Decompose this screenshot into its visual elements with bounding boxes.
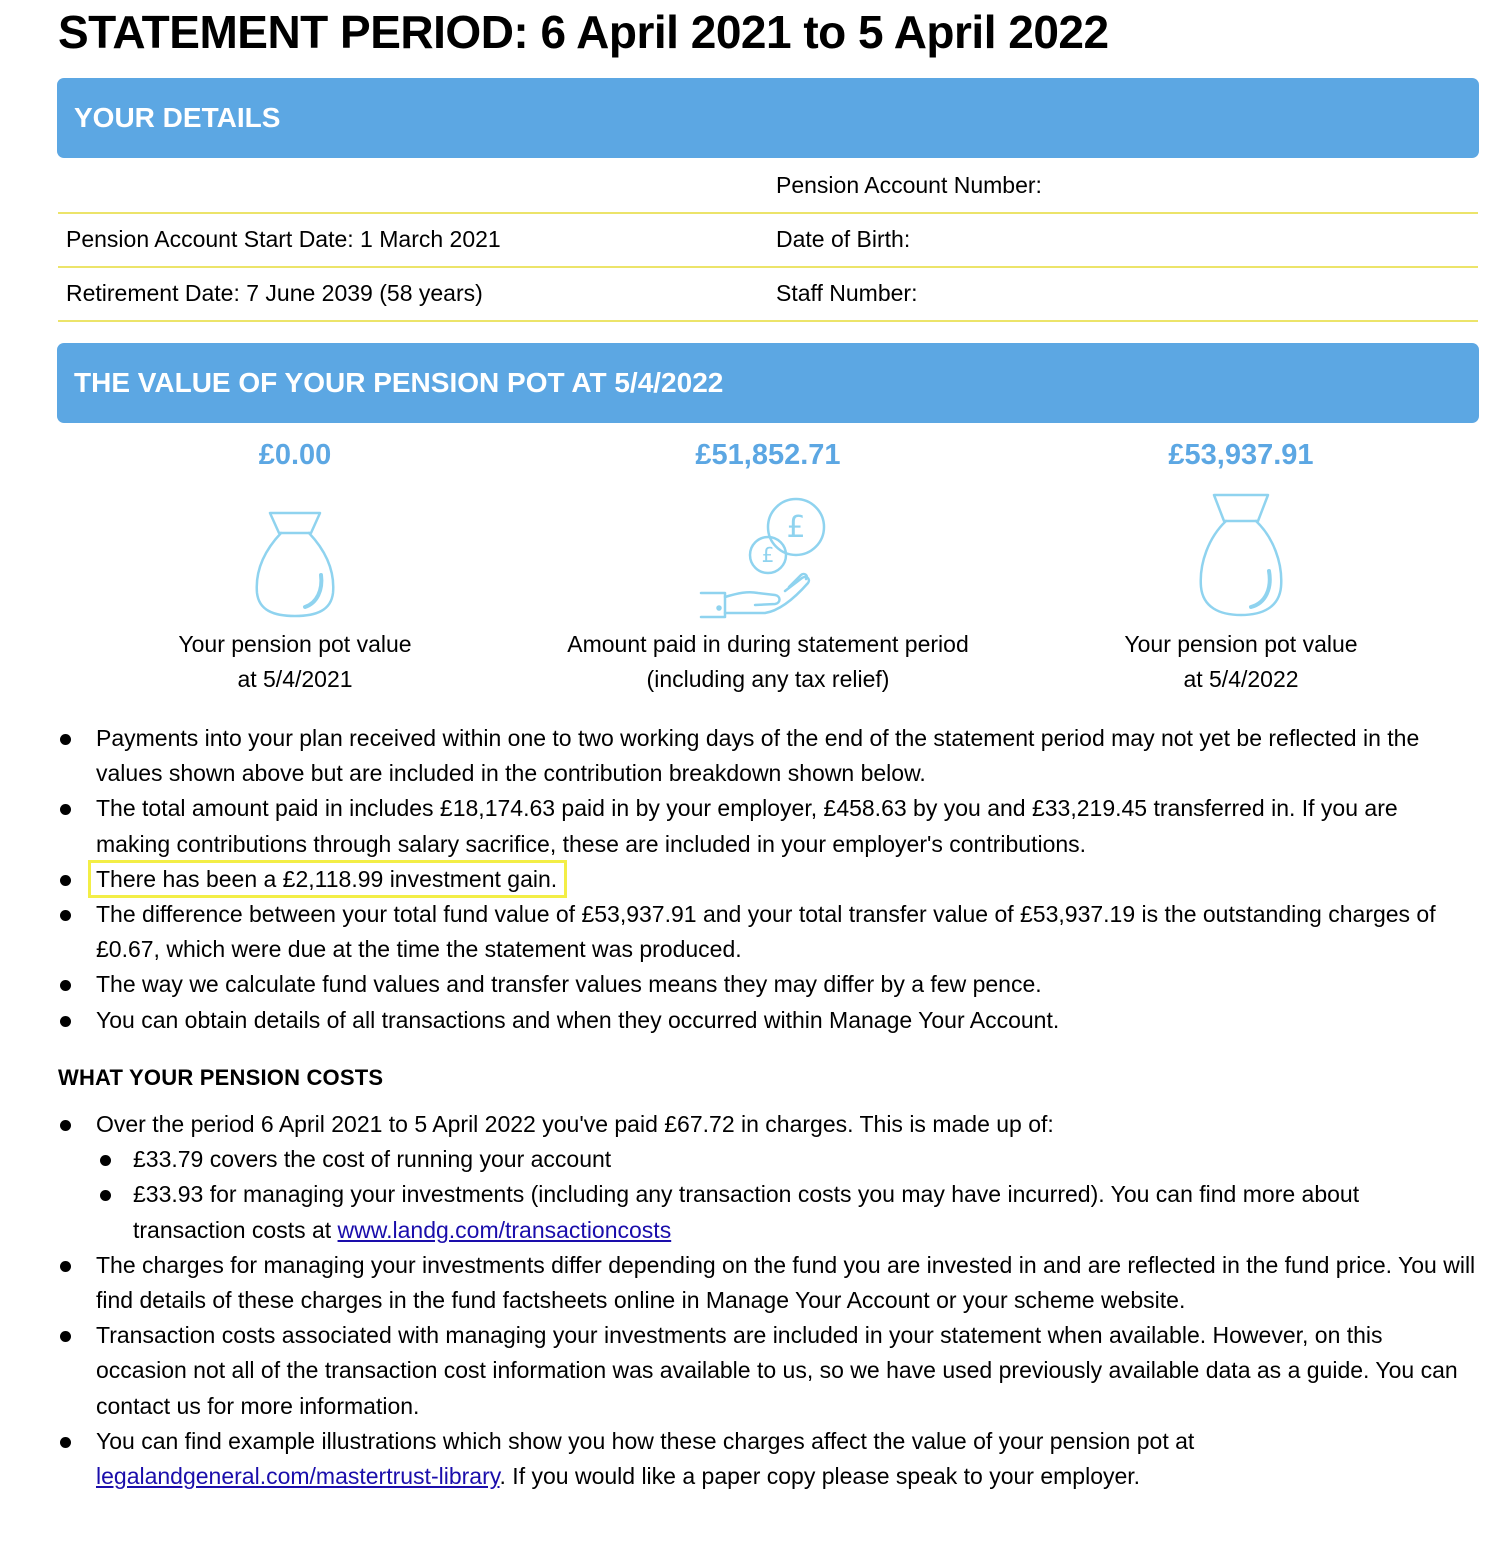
list-item bbox=[56, 1107, 1476, 1248]
list-item: The charges for managing your investments differ depending on the fund you are invested in and are reflected in the fund price. You will find details of these charges in the fund factsheets online in Manage Your Account or your scheme website. bbox=[56, 1248, 1476, 1318]
your-details-table bbox=[58, 160, 1478, 322]
statement-notes bbox=[56, 721, 1476, 1038]
pot-value-header: THE VALUE OF YOUR PENSION POT AT 5/4/2022 bbox=[57, 343, 1479, 423]
investment-gain-highlight: There has been a £2,118.99 investment gain. bbox=[94, 866, 561, 892]
hand-coins-icon bbox=[693, 475, 843, 625]
pot-amount: £0.00 bbox=[258, 439, 332, 471]
retirement-date: Retirement Date: 7 June 2039 (58 years) bbox=[66, 280, 483, 306]
pot-caption-line-1: Your pension pot value bbox=[178, 631, 412, 657]
your-details-header: YOUR DETAILS bbox=[57, 78, 1479, 158]
list-item: The way we calculate fund values and transfer values means they may differ by a few pence. bbox=[56, 967, 1476, 1002]
paid-in-caption-line-2: (including any tax relief) bbox=[646, 666, 890, 692]
costs-list bbox=[56, 1107, 1476, 1494]
costs-heading: WHAT YOUR PENSION COSTS bbox=[58, 1065, 384, 1090]
money-bag-icon bbox=[1181, 475, 1301, 625]
staff-number: Staff Number: bbox=[776, 280, 918, 306]
list-item: The total amount paid in includes £18,174.63 paid in by your employer, £458.63 by you and £33,219.45 transferred in. If you are making contributions through salary sacrifice, these are included in your employer's contributions. bbox=[56, 791, 1476, 861]
list-item: £33.79 covers the cost of running your account bbox=[96, 1142, 1476, 1177]
list-item: You can obtain details of all transactions and when they occurred within Manage Your Account. bbox=[56, 1003, 1476, 1038]
costs-intro: Over the period 6 April 2021 to 5 April 2022 you've paid £67.72 in charges. This is made up of: bbox=[96, 1111, 1054, 1137]
svg-text:£: £ bbox=[761, 543, 775, 567]
transaction-costs-link[interactable]: www.landg.com/transactioncosts bbox=[337, 1216, 672, 1243]
details-row bbox=[58, 268, 1478, 322]
list-item: Payments into your plan received within one to two working days of the end of the statement period may not yet be reflected in the values shown above but are included in the contribution breakdown shown below. bbox=[56, 721, 1476, 791]
list-item bbox=[56, 1424, 1476, 1494]
pot-caption-line-2: at 5/4/2022 bbox=[1183, 666, 1299, 692]
mastertrust-library-link[interactable]: legalandgeneral.com/mastertrust-library bbox=[96, 1463, 500, 1490]
money-bag-icon bbox=[235, 475, 355, 625]
pension-account-number: Pension Account Number: bbox=[776, 172, 1042, 198]
list-item bbox=[96, 1177, 1476, 1247]
pot-value-end bbox=[961, 435, 1512, 697]
svg-text:£: £ bbox=[786, 510, 806, 545]
pot-caption-line-2: at 5/4/2021 bbox=[237, 666, 353, 692]
date-of-birth: Date of Birth: bbox=[776, 226, 911, 252]
details-row bbox=[58, 214, 1478, 268]
list-item bbox=[56, 862, 1476, 897]
list-item: The difference between your total fund value of £53,937.91 and your total transfer value of £53,937.19 is the outstanding charges of £0.67, which were due at the time the statement was produced. bbox=[56, 897, 1476, 967]
details-row bbox=[58, 160, 1478, 214]
paid-in-caption-line-1: Amount paid in during statement period bbox=[567, 631, 969, 657]
pot-caption-line-1: Your pension pot value bbox=[1124, 631, 1358, 657]
list-item: Transaction costs associated with managing your investments are included in your statement when available. However, on this occasion not all of the transaction cost information was available to us, so we have used previously available data as a guide. You can contact us for more information. bbox=[56, 1318, 1476, 1424]
account-start-date: Pension Account Start Date: 1 March 2021 bbox=[66, 226, 501, 252]
statement-period-title: STATEMENT PERIOD: 6 April 2021 to 5 April 2022 bbox=[58, 6, 1109, 58]
costs-breakdown bbox=[96, 1142, 1476, 1248]
pot-amount: £53,937.91 bbox=[1168, 439, 1314, 471]
investment-charge-text: £33.93 for managing your investments (including any transaction costs you may have incurred). You can find more about transaction costs at bbox=[133, 1181, 1360, 1243]
paid-in-amount: £51,852.71 bbox=[695, 439, 841, 471]
paper-copy-text: . If you would like a paper copy please speak to your employer. bbox=[499, 1463, 1141, 1490]
illustrations-text: You can find example illustrations which show you how these charges affect the value of your pension pot at bbox=[96, 1427, 1195, 1454]
